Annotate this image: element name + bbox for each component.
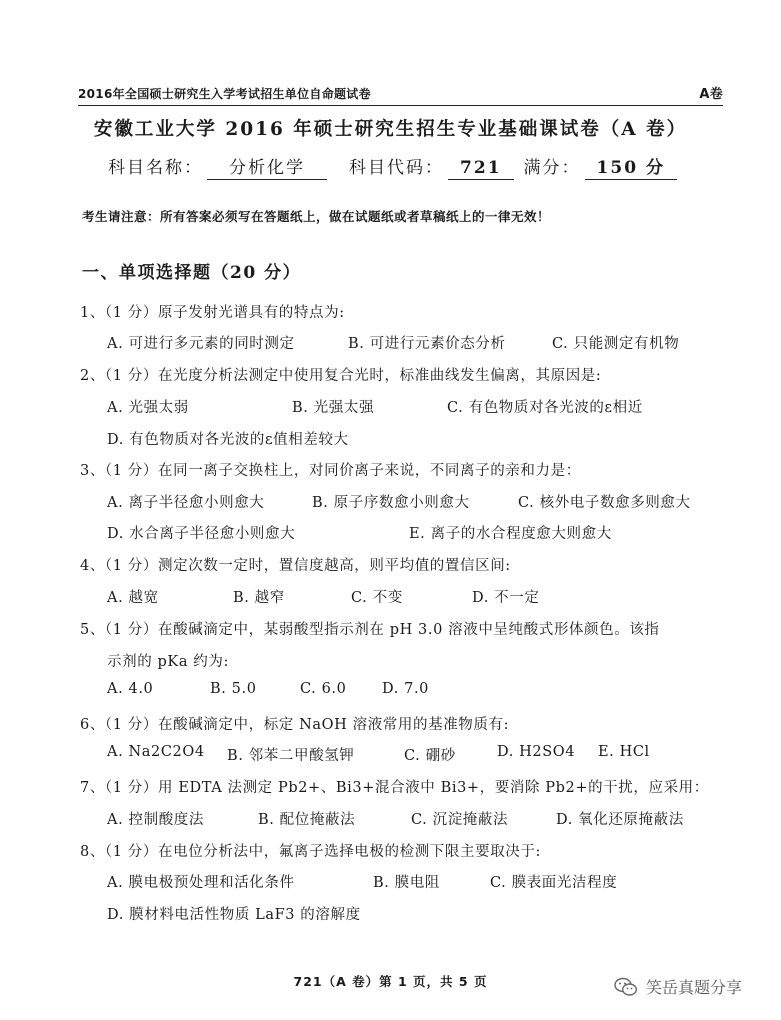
question-2-option-d: D. 有色物质对各光波的ε值相差较大 <box>107 432 349 448</box>
question-3-option-d: D. 水合离子半径愈小则愈大 <box>107 526 296 542</box>
question-3-option-c: C. 核外电子数愈多则愈大 <box>518 495 691 511</box>
watermark <box>614 975 742 998</box>
question-4-option-a: A. 越宽 <box>107 590 159 606</box>
question-2-option-a: A. 光强太弱 <box>107 400 189 416</box>
question-5-stem-line2: 示剂的 pKa 约为: <box>107 654 229 670</box>
subject-name-label: 科目名称： <box>108 158 204 178</box>
wechat-icon <box>614 977 638 997</box>
question-8-option-c: C. 膜表面光洁程度 <box>490 875 618 891</box>
subject-code-value: 721 <box>448 157 514 180</box>
question-6-option-b: B. 邻苯二甲酸氢钾 <box>227 748 355 764</box>
question-1-stem: 1、（1 分）原子发射光谱具有的特点为: <box>80 305 345 321</box>
question-3-option-a: A. 离子半径愈小则愈大 <box>107 495 265 511</box>
question-5-option-b: B. 5.0 <box>210 681 257 697</box>
question-5-stem: 5、（1 分）在酸碱滴定中，某弱酸型指示剂在 pH 3.0 溶液中呈纯酸式形体颜色。该指 <box>80 622 660 638</box>
question-4-stem: 4、（1 分）测定次数一定时，置信度越高，则平均值的置信区间: <box>80 558 511 574</box>
question-4-option-d: D. 不一定 <box>472 590 540 606</box>
question-5-option-a: A. 4.0 <box>107 681 154 697</box>
section-title: 一、单项选择题（20 分） <box>82 263 302 283</box>
question-8-option-b: B. 膜电阻 <box>373 875 440 891</box>
question-5-option-c: C. 6.0 <box>300 681 347 697</box>
question-8-option-d: D. 膜材料电活性物质 LaF3 的溶解度 <box>107 907 361 923</box>
question-6-stem: 6、（1 分）在酸碱滴定中，标定 NaOH 溶液常用的基准物质有: <box>80 717 510 733</box>
page-header <box>78 80 723 106</box>
exam-title: 安徽工业大学 2016 年硕士研究生招生专业基础课试卷（A 卷） <box>93 119 688 140</box>
subject-info <box>0 153 781 180</box>
question-4-option-b: B. 越窄 <box>233 590 285 606</box>
exam-series-text: 2016年全国硕士研究生入学考试招生单位自命题试卷 <box>78 87 371 101</box>
question-7-option-d: D. 氧化还原掩蔽法 <box>556 812 684 828</box>
question-4-option-c: C. 不变 <box>351 590 403 606</box>
page-footer: 721（A 卷）第 1 页，共 5 页 <box>293 974 488 989</box>
question-2-option-c: C. 有色物质对各光波的ε相近 <box>447 400 643 416</box>
question-6-option-d: D. H2SO4 <box>497 744 576 760</box>
question-3-option-b: B. 原子序数愈小则愈大 <box>312 495 470 511</box>
paper-version: A卷 <box>699 87 723 102</box>
question-7-option-c: C. 沉淀掩蔽法 <box>411 812 509 828</box>
question-6-option-c: C. 硼砂 <box>404 748 456 764</box>
question-5-option-d: D. 7.0 <box>382 681 429 697</box>
question-2-option-b: B. 光强太强 <box>292 400 375 416</box>
question-3-option-e: E. 离子的水合程度愈大则愈大 <box>409 526 612 542</box>
score-label: 满分： <box>523 158 581 178</box>
score-value: 150 分 <box>585 157 677 180</box>
question-1-option-b: B. 可进行元素价态分析 <box>348 336 506 352</box>
question-8-option-a: A. 膜电极预处理和活化条件 <box>107 875 295 891</box>
question-7-option-b: B. 配位掩蔽法 <box>258 812 356 828</box>
question-6-option-e: E. HCl <box>598 744 650 760</box>
question-8-stem: 8、（1 分）在电位分析法中，氟离子选择电极的检测下限主要取决于: <box>80 844 541 860</box>
candidate-notice: 考生请注意：所有答案必须写在答题纸上，做在试题纸或者草稿纸上的一律无效！ <box>82 209 551 224</box>
question-1-option-c: C. 只能测定有机物 <box>552 336 680 352</box>
question-7-option-a: A. 控制酸度法 <box>107 812 204 828</box>
subject-code-label: 科目代码： <box>349 158 445 178</box>
question-1-option-a: A. 可进行多元素的同时测定 <box>107 336 295 352</box>
question-3-stem: 3、（1 分）在同一离子交换柱上，对同价离子来说，不同离子的亲和力是： <box>80 463 581 479</box>
question-7-stem: 7、（1 分）用 EDTA 法测定 Pb2+、Bi3+混合液中 Bi3+，要消除 Pb2+的干扰，应采用： <box>80 780 709 796</box>
question-2-stem: 2、（1 分）在光度分析法测定中使用复合光时，标准曲线发生偏离，其原因是: <box>80 368 602 384</box>
question-6-option-a: A. Na2C2O4 <box>107 744 205 760</box>
subject-name-value: 分析化学 <box>207 157 327 180</box>
watermark-text: 笑岳真题分享 <box>646 978 743 997</box>
